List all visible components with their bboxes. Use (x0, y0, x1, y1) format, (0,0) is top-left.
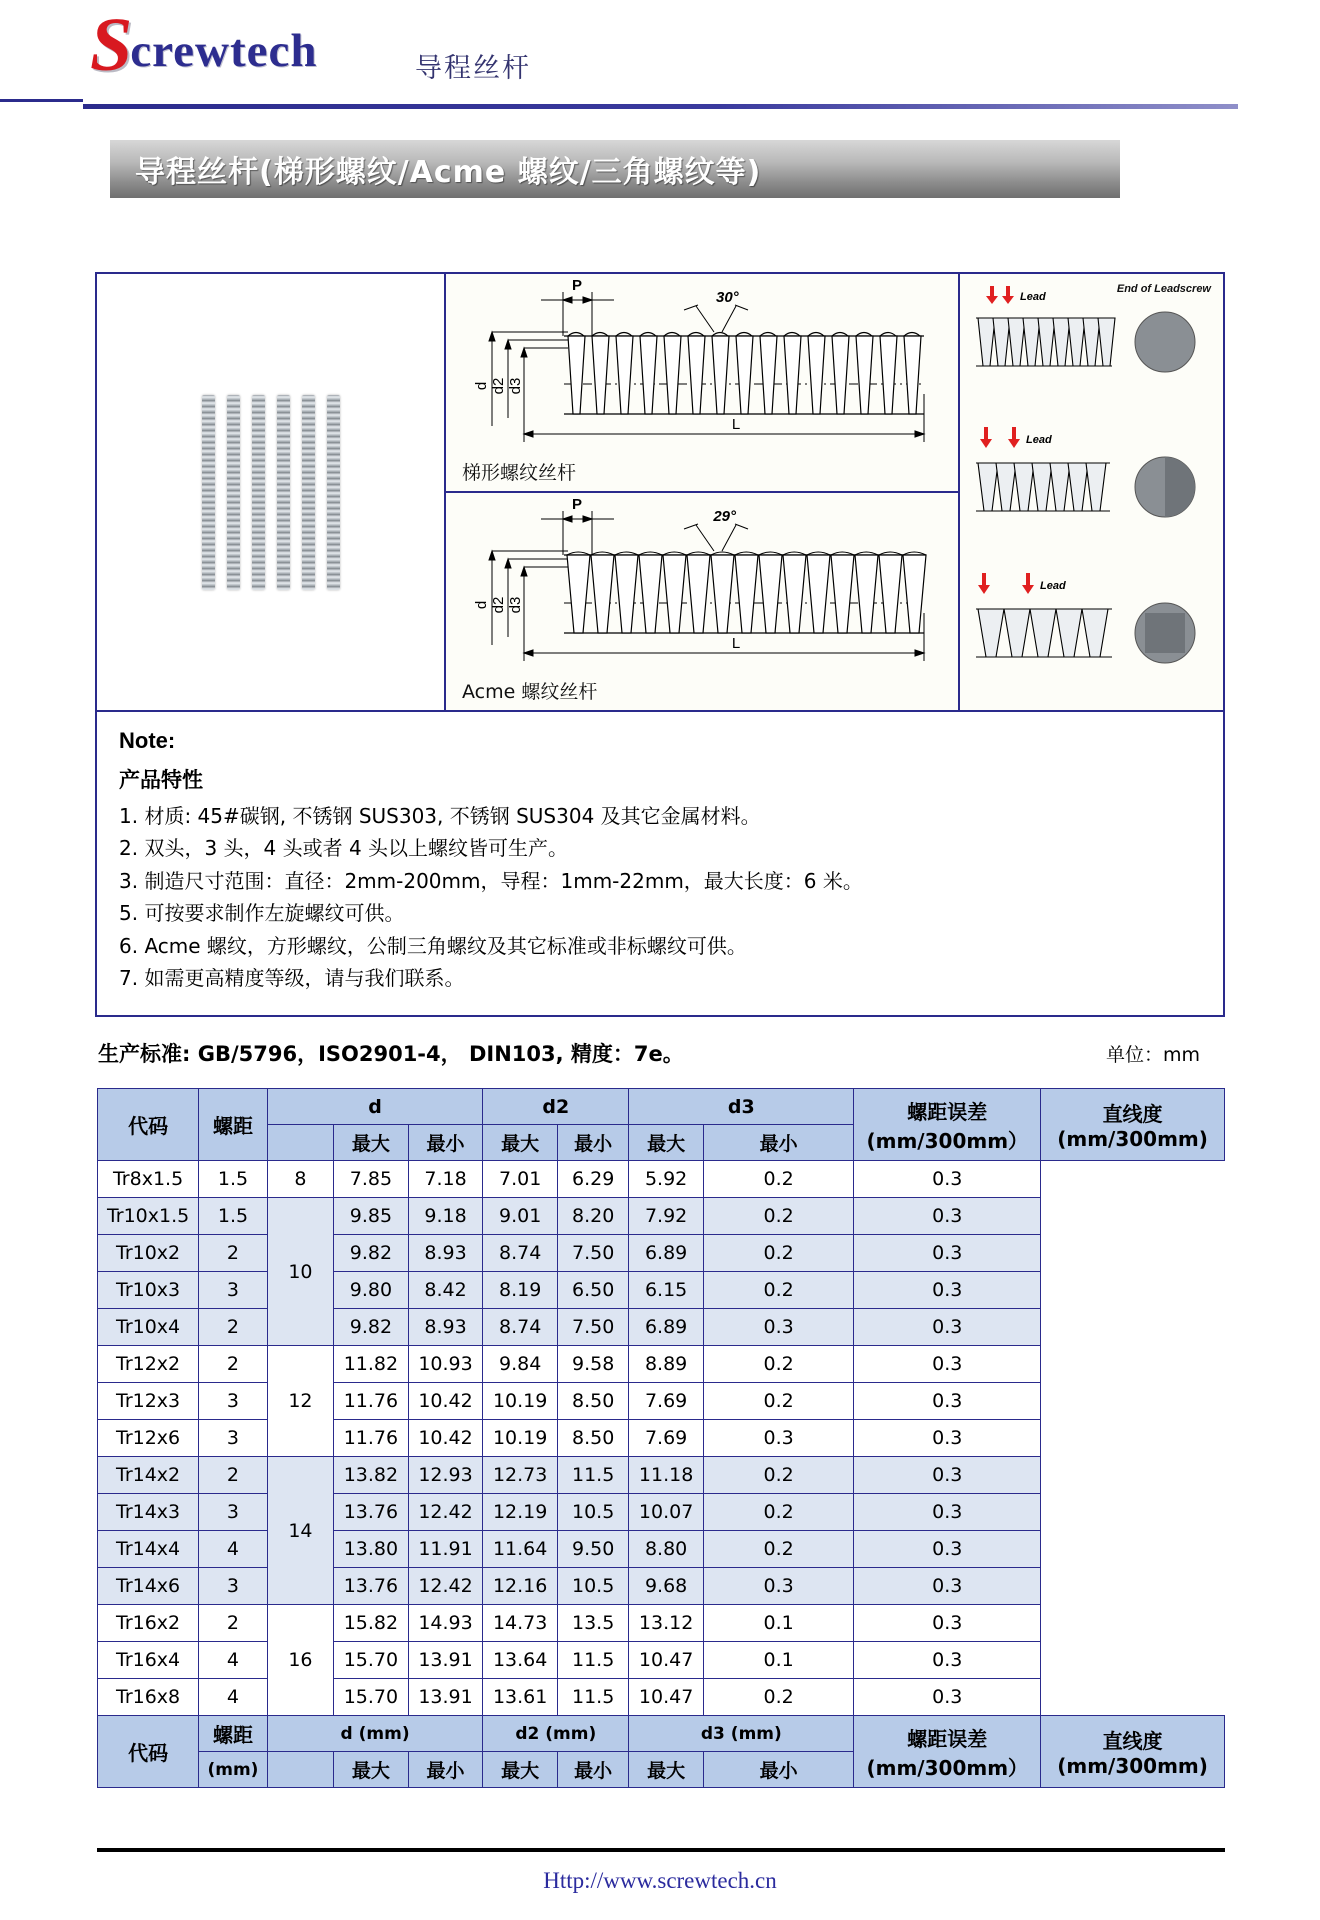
tf-straightness-title: 直线度 (1102, 1729, 1163, 1753)
cell-d2-max: 7.01 (483, 1161, 558, 1198)
cell-d-min: 9.18 (408, 1198, 483, 1235)
label-d: d (473, 381, 490, 391)
trapezoidal-thread-diagram (446, 274, 958, 491)
cell-d2-max: 8.74 (483, 1235, 558, 1272)
cell-d-max: 15.70 (334, 1679, 409, 1716)
cell-d3-max: 10.47 (629, 1642, 704, 1679)
cell-d-nominal: 12 (267, 1346, 333, 1457)
table-row (98, 1531, 1225, 1568)
cell-d3-max: 7.69 (629, 1383, 704, 1420)
label-length: L (731, 635, 741, 652)
cell-d-max: 15.70 (334, 1642, 409, 1679)
table-row (98, 1494, 1225, 1531)
label-d: d (473, 600, 490, 610)
cell-pitch-error: 0.2 (703, 1679, 853, 1716)
cell-d3-max: 8.80 (629, 1531, 704, 1568)
cell-straightness: 0.3 (854, 1309, 1041, 1346)
leadscrew-end-row-1 (960, 274, 1223, 419)
cell-pitch: 3 (199, 1494, 268, 1531)
cell-d-min: 10.93 (408, 1346, 483, 1383)
cell-d2-max: 8.74 (483, 1309, 558, 1346)
table-header-row-1 (98, 1089, 1225, 1125)
cell-d2-min: 6.29 (558, 1161, 629, 1198)
tf-pitch-error (854, 1716, 1041, 1788)
table-row (98, 1568, 1225, 1605)
tf-d3-min: 最小 (703, 1752, 853, 1788)
tf-pitch-unit: (mm) (199, 1752, 268, 1788)
spec-table-wrapper (97, 1088, 1225, 1788)
cell-d2-max: 11.64 (483, 1531, 558, 1568)
th-d-min: 最小 (408, 1125, 483, 1161)
trapezoid-caption: 梯形螺纹丝杆 (462, 462, 577, 484)
cell-d2-min: 10.5 (558, 1568, 629, 1605)
cell-d3-max: 6.89 (629, 1235, 704, 1272)
cell-d-min: 7.18 (408, 1161, 483, 1198)
cell-pitch: 3 (199, 1383, 268, 1420)
th-d-max: 最大 (334, 1125, 409, 1161)
acme-caption: Acme 螺纹丝杆 (462, 681, 598, 703)
leadscrew-end-row-2 (960, 419, 1223, 564)
tf-d2-max: 最大 (483, 1752, 558, 1788)
cell-code: Tr14x4 (98, 1531, 199, 1568)
cell-d-max: 9.80 (334, 1272, 409, 1309)
label-d2: d2 (490, 377, 507, 395)
cell-d2-min: 6.50 (558, 1272, 629, 1309)
tf-d-nominal (267, 1752, 333, 1788)
cell-d3-max: 9.68 (629, 1568, 704, 1605)
tf-d2-min: 最小 (558, 1752, 629, 1788)
cell-code: Tr14x2 (98, 1457, 199, 1494)
tf-d-max: 最大 (334, 1752, 409, 1788)
cell-d2-min: 8.50 (558, 1420, 629, 1457)
figure-panel (95, 272, 1225, 712)
cell-pitch-error: 0.1 (703, 1642, 853, 1679)
tf-code: 代码 (98, 1716, 199, 1788)
cell-d-min: 10.42 (408, 1383, 483, 1420)
cell-d-min: 8.93 (408, 1309, 483, 1346)
tf-pitch-error-title: 螺距误差 (907, 1726, 988, 1751)
cell-pitch-error: 0.2 (703, 1346, 853, 1383)
cell-straightness: 0.3 (854, 1420, 1041, 1457)
tf-d3-max: 最大 (629, 1752, 704, 1788)
cell-pitch-error: 0.2 (703, 1272, 853, 1309)
cell-d-max: 11.76 (334, 1383, 409, 1420)
cell-straightness: 0.3 (854, 1531, 1041, 1568)
th-pitch-error-title: 螺距误差 (907, 1099, 988, 1124)
table-row (98, 1309, 1225, 1346)
cell-straightness: 0.3 (854, 1568, 1041, 1605)
spec-table-body (98, 1161, 1225, 1716)
cell-d2-max: 9.01 (483, 1198, 558, 1235)
cell-d3-max: 13.12 (629, 1605, 704, 1642)
label-d3: d3 (507, 596, 524, 614)
trapezoid-svg (446, 274, 958, 452)
cell-d2-min: 11.5 (558, 1679, 629, 1716)
th-pitch-error (854, 1089, 1041, 1161)
th-straightness-title: 直线度 (1102, 1102, 1163, 1126)
cell-straightness: 0.3 (854, 1346, 1041, 1383)
cell-d2-min: 7.50 (558, 1235, 629, 1272)
tf-d-min: 最小 (408, 1752, 483, 1788)
end-row-3-svg (960, 565, 1223, 695)
spec-table-foot (98, 1716, 1225, 1788)
leadscrew-end-panel (960, 274, 1223, 710)
cell-d-min: 12.42 (408, 1494, 483, 1531)
cell-pitch: 1.5 (199, 1198, 268, 1235)
note-heading: Note: (119, 728, 176, 753)
header-divider-left (0, 99, 83, 102)
cell-d-nominal: 16 (267, 1605, 333, 1716)
rod (252, 395, 265, 590)
th-d2-min: 最小 (558, 1125, 629, 1161)
th-d2-group: d2 (483, 1089, 629, 1125)
table-row (98, 1235, 1225, 1272)
cell-code: Tr12x6 (98, 1420, 199, 1457)
note-item: 2. 双头，3 头，4 头或者 4 头以上螺纹皆可生产。 (119, 836, 569, 861)
spec-table (97, 1088, 1225, 1788)
cell-code: Tr14x6 (98, 1568, 199, 1605)
end-of-leadscrew-label: End of Leadscrew (1116, 283, 1211, 295)
table-row (98, 1383, 1225, 1420)
end-row-2-svg (960, 419, 1223, 549)
cell-d-max: 13.82 (334, 1457, 409, 1494)
cell-pitch: 2 (199, 1235, 268, 1272)
tf-d-group: d (mm) (267, 1716, 483, 1752)
th-d3-min: 最小 (703, 1125, 853, 1161)
cell-straightness: 0.3 (854, 1161, 1041, 1198)
cell-straightness: 0.3 (854, 1272, 1041, 1309)
table-row (98, 1679, 1225, 1716)
header-divider (83, 104, 1238, 109)
cell-d-min: 11.91 (408, 1531, 483, 1568)
cell-code: Tr10x1.5 (98, 1198, 199, 1235)
table-footer-row-1 (98, 1716, 1225, 1752)
table-row (98, 1457, 1225, 1494)
thread-diagrams (446, 274, 960, 710)
table-row (98, 1605, 1225, 1642)
tf-straightness (1041, 1716, 1225, 1788)
company-logo (90, 3, 318, 87)
cell-d-min: 8.93 (408, 1235, 483, 1272)
cell-d2-min: 8.20 (558, 1198, 629, 1235)
table-row (98, 1642, 1225, 1679)
cell-d-nominal: 10 (267, 1198, 333, 1346)
cell-d-max: 13.80 (334, 1531, 409, 1568)
note-subheading: 产品特性 (119, 768, 203, 792)
cell-d2-min: 11.5 (558, 1642, 629, 1679)
cell-d-max: 9.82 (334, 1309, 409, 1346)
logo-chinese-subtitle: 导程丝杆 (415, 53, 531, 84)
table-row (98, 1198, 1225, 1235)
lead-label-2: Lead (1026, 434, 1052, 447)
leadscrew-rods-image (202, 395, 340, 590)
label-d2: d2 (490, 596, 507, 614)
tf-straightness-unit: (mm/300mm) (1057, 1754, 1208, 1778)
cell-straightness: 0.3 (854, 1383, 1041, 1420)
th-straightness (1041, 1089, 1225, 1161)
table-row (98, 1161, 1225, 1198)
table-row (98, 1420, 1225, 1457)
cell-d-nominal: 8 (267, 1161, 333, 1198)
cell-d3-max: 11.18 (629, 1457, 704, 1494)
cell-d3-max: 7.69 (629, 1420, 704, 1457)
th-d3-group: d3 (629, 1089, 854, 1125)
cell-pitch-error: 0.2 (703, 1457, 853, 1494)
cell-pitch: 2 (199, 1309, 268, 1346)
production-standard: 生产标准: GB/5796，ISO2901-4， DIN103, 精度：7e。 (98, 1042, 684, 1066)
cell-d2-max: 12.16 (483, 1568, 558, 1605)
th-d-group: d (267, 1089, 483, 1125)
cell-code: Tr10x4 (98, 1309, 199, 1346)
cell-straightness: 0.3 (854, 1235, 1041, 1272)
label-length: L (731, 416, 741, 433)
cell-pitch: 2 (199, 1346, 268, 1383)
label-pitch: P (571, 277, 583, 294)
cell-d-max: 11.76 (334, 1420, 409, 1457)
rod (302, 395, 315, 590)
cell-pitch: 3 (199, 1420, 268, 1457)
cell-pitch-error: 0.1 (703, 1605, 853, 1642)
end-row-1-svg (960, 274, 1223, 404)
label-angle-29: 29° (713, 508, 736, 525)
label-angle-30: 30° (716, 289, 739, 306)
cell-code: Tr16x2 (98, 1605, 199, 1642)
product-photo (97, 274, 446, 710)
note-item: 1. 材质: 45#碳钢, 不锈钢 SUS303, 不锈钢 SUS304 及其它金属材料。 (119, 804, 761, 828)
note-box (95, 712, 1225, 1017)
cell-d2-min: 9.58 (558, 1346, 629, 1383)
cell-d2-min: 7.50 (558, 1309, 629, 1346)
rod (327, 395, 340, 590)
cell-straightness: 0.3 (854, 1457, 1041, 1494)
cell-code: Tr16x8 (98, 1679, 199, 1716)
cell-pitch-error: 0.3 (703, 1309, 853, 1346)
cell-d3-max: 10.47 (629, 1679, 704, 1716)
cell-d3-max: 6.89 (629, 1309, 704, 1346)
page-title: 导程丝杆(梯形螺纹/Acme 螺纹/三角螺纹等) (135, 155, 762, 190)
acme-svg (446, 493, 958, 671)
cell-pitch-error: 0.2 (703, 1383, 853, 1420)
cell-pitch: 2 (199, 1605, 268, 1642)
cell-pitch: 1.5 (199, 1161, 268, 1198)
logo-s-letter: S (90, 3, 129, 87)
cell-d3-max: 8.89 (629, 1346, 704, 1383)
cell-pitch: 3 (199, 1568, 268, 1605)
cell-d-max: 15.82 (334, 1605, 409, 1642)
cell-d-min: 13.91 (408, 1679, 483, 1716)
note-item: 7. 如需更高精度等级，请与我们联系。 (119, 965, 465, 990)
cell-pitch-error: 0.2 (703, 1494, 853, 1531)
cell-d2-min: 9.50 (558, 1531, 629, 1568)
cell-d-min: 12.93 (408, 1457, 483, 1494)
cell-pitch-error: 0.2 (703, 1198, 853, 1235)
th-straightness-unit: (mm/300mm) (1057, 1127, 1208, 1151)
tf-d2-group: d2 (mm) (483, 1716, 629, 1752)
cell-code: Tr12x2 (98, 1346, 199, 1383)
cell-d-max: 13.76 (334, 1568, 409, 1605)
cell-d2-min: 11.5 (558, 1457, 629, 1494)
cell-code: Tr10x3 (98, 1272, 199, 1309)
rod (227, 395, 240, 590)
page-header (0, 0, 1320, 110)
tf-d3-group: d3 (mm) (629, 1716, 854, 1752)
spec-table-head (98, 1089, 1225, 1161)
title-banner (110, 140, 1120, 198)
cell-pitch: 4 (199, 1642, 268, 1679)
lead-label-1: Lead (1020, 291, 1046, 303)
cell-straightness: 0.3 (854, 1605, 1041, 1642)
logo-wordmark: crewtech (130, 24, 318, 77)
cell-d2-max: 9.84 (483, 1346, 558, 1383)
cell-d-min: 13.91 (408, 1642, 483, 1679)
acme-thread-diagram (446, 491, 958, 710)
cell-d2-min: 10.5 (558, 1494, 629, 1531)
cell-d-min: 14.93 (408, 1605, 483, 1642)
table-row (98, 1272, 1225, 1309)
cell-pitch-error: 0.3 (703, 1568, 853, 1605)
cell-d-nominal: 14 (267, 1457, 333, 1605)
th-d-nominal (267, 1125, 333, 1161)
cell-straightness: 0.3 (854, 1198, 1041, 1235)
cell-d-min: 12.42 (408, 1568, 483, 1605)
cell-d2-max: 10.19 (483, 1383, 558, 1420)
cell-pitch-error: 0.2 (703, 1235, 853, 1272)
cell-d-min: 8.42 (408, 1272, 483, 1309)
cell-pitch: 4 (199, 1531, 268, 1568)
cell-straightness: 0.3 (854, 1679, 1041, 1716)
footer-url[interactable]: Http://www.screwtech.cn (543, 1868, 777, 1893)
cell-d3-max: 6.15 (629, 1272, 704, 1309)
cell-d2-max: 12.19 (483, 1494, 558, 1531)
th-d2-max: 最大 (483, 1125, 558, 1161)
th-d3-max: 最大 (629, 1125, 704, 1161)
cell-d-max: 11.82 (334, 1346, 409, 1383)
cell-pitch: 3 (199, 1272, 268, 1309)
leadscrew-end-row-3 (960, 565, 1223, 710)
cell-code: Tr10x2 (98, 1235, 199, 1272)
cell-pitch-error: 0.3 (703, 1420, 853, 1457)
cell-straightness: 0.3 (854, 1642, 1041, 1679)
lead-label-3: Lead (1040, 579, 1066, 592)
cell-d2-min: 8.50 (558, 1383, 629, 1420)
cell-pitch-error: 0.2 (703, 1531, 853, 1568)
cell-d2-max: 10.19 (483, 1420, 558, 1457)
footer-divider (97, 1848, 1225, 1852)
note-item: 5. 可按要求制作左旋螺纹可供。 (119, 901, 405, 926)
cell-code: Tr14x3 (98, 1494, 199, 1531)
cell-d2-max: 13.64 (483, 1642, 558, 1679)
table-row (98, 1346, 1225, 1383)
cell-d3-max: 5.92 (629, 1161, 704, 1198)
cell-straightness: 0.3 (854, 1494, 1041, 1531)
cell-d3-max: 10.07 (629, 1494, 704, 1531)
tf-pitch: 螺距 (199, 1716, 268, 1752)
cell-d2-max: 8.19 (483, 1272, 558, 1309)
standard-line (98, 1038, 1228, 1068)
cell-code: Tr16x4 (98, 1642, 199, 1679)
cell-pitch: 2 (199, 1457, 268, 1494)
cell-d3-max: 7.92 (629, 1198, 704, 1235)
th-pitch: 螺距 (199, 1089, 268, 1161)
cell-d-max: 7.85 (334, 1161, 409, 1198)
cell-d2-min: 13.5 (558, 1605, 629, 1642)
cell-pitch: 4 (199, 1679, 268, 1716)
cell-d-min: 10.42 (408, 1420, 483, 1457)
cell-d-max: 9.85 (334, 1198, 409, 1235)
cell-d2-max: 14.73 (483, 1605, 558, 1642)
cell-d2-max: 13.61 (483, 1679, 558, 1716)
cell-d2-max: 12.73 (483, 1457, 558, 1494)
th-pitch-error-unit: (mm/300mm） (866, 1128, 1029, 1153)
cell-pitch-error: 0.2 (703, 1161, 853, 1198)
cell-d-max: 13.76 (334, 1494, 409, 1531)
tf-pitch-error-unit: (mm/300mm） (866, 1755, 1029, 1780)
note-item: 6. Acme 螺纹，方形螺纹，公制三角螺纹及其它标准或非标螺纹可供。 (119, 933, 747, 958)
cell-code: Tr8x1.5 (98, 1161, 199, 1198)
rod (202, 395, 215, 590)
label-d3: d3 (507, 377, 524, 395)
note-item: 3. 制造尺寸范围：直径：2mm-200mm，导程：1mm-22mm，最大长度：6 米。 (119, 868, 863, 893)
cell-code: Tr12x3 (98, 1383, 199, 1420)
rod (277, 395, 290, 590)
unit-label: 单位：mm (1105, 1044, 1200, 1066)
th-code: 代码 (98, 1089, 199, 1161)
label-pitch: P (571, 496, 583, 513)
cell-d-max: 9.82 (334, 1235, 409, 1272)
